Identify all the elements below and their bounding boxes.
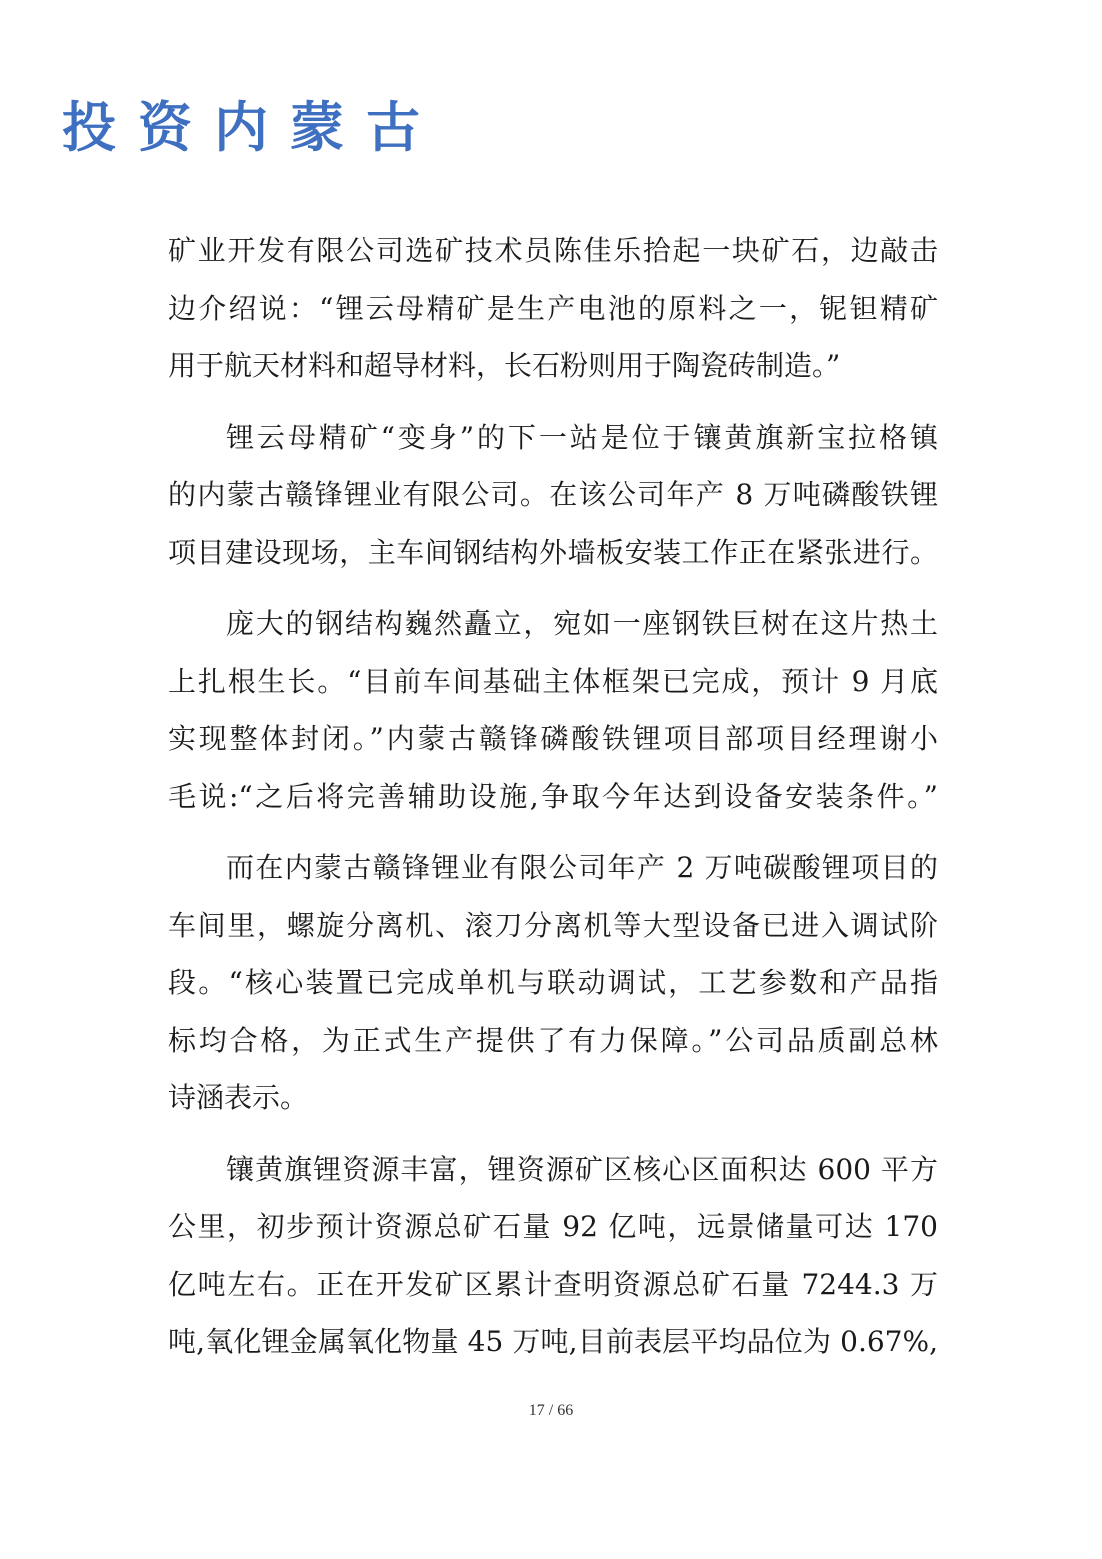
text-line: 吨,氧化锂金属氧化物量 45 万吨,目前表层平均品位为 0.67%, (168, 1325, 938, 1358)
article-body (168, 222, 938, 1385)
paragraph-2 (168, 409, 938, 582)
text-line: 亿吨左右。正在开发矿区累计查明资源总矿石量 7244.3 万 (168, 1267, 938, 1301)
text-line: 段。“核心装置已完成单机与联动调试，工艺参数和产品指 (168, 966, 938, 999)
text-line: 实现整体封闭。”内蒙古赣锋磷酸铁锂项目部项目经理谢小 (168, 722, 938, 755)
paragraph-3 (168, 595, 938, 825)
text-line: 标均合格，为正式生产提供了有力保障。”公司品质副总林 (168, 1023, 938, 1057)
text-line: 车间里，螺旋分离机、滚刀分离机等大型设备已进入调试阶 (168, 908, 938, 942)
text-line: 公里，初步预计资源总矿石量 92 亿吨，远景储量可达 170 (168, 1210, 938, 1243)
text-line: 上扎根生长。“目前车间基础主体框架已完成，预计 9 月底 (168, 664, 938, 698)
section-header-title: 投资内蒙古 (62, 95, 442, 159)
text-line: 的内蒙古赣锋锂业有限公司。在该公司年产 8 万吨磷酸铁锂 (168, 478, 938, 511)
text-line: 边介绍说：“锂云母精矿是生产电池的原料之一，铌钽精矿 (168, 291, 938, 325)
text-line: 镶黄旗锂资源丰富，锂资源矿区核心区面积达 600 平方 (226, 1152, 938, 1186)
paragraph-5 (168, 1141, 938, 1371)
paragraph-4 (168, 839, 938, 1127)
text-line: 而在内蒙古赣锋锂业有限公司年产 2 万吨碳酸锂项目的 (226, 851, 938, 884)
text-line: 矿业开发有限公司选矿技术员陈佳乐拾起一块矿石，边敲击 (168, 234, 938, 267)
page-number: 17 / 66 (528, 1402, 574, 1419)
text-line: 庞大的钢结构巍然矗立，宛如一座钢铁巨树在这片热土 (226, 607, 938, 640)
paragraph-1 (168, 222, 938, 395)
text-line: 项目建设现场，主车间钢结构外墙板安装工作正在紧张进行。 (168, 535, 938, 569)
text-line: 诗涵表示。 (168, 1081, 309, 1114)
text-line: 毛说:“之后将完善辅助设施,争取今年达到设备安装条件。” (168, 779, 938, 813)
text-line: 锂云母精矿“变身”的下一站是位于镶黄旗新宝拉格镇 (226, 420, 938, 454)
text-line: 用于航天材料和超导材料，长石粉则用于陶瓷砖制造。” (168, 349, 841, 382)
